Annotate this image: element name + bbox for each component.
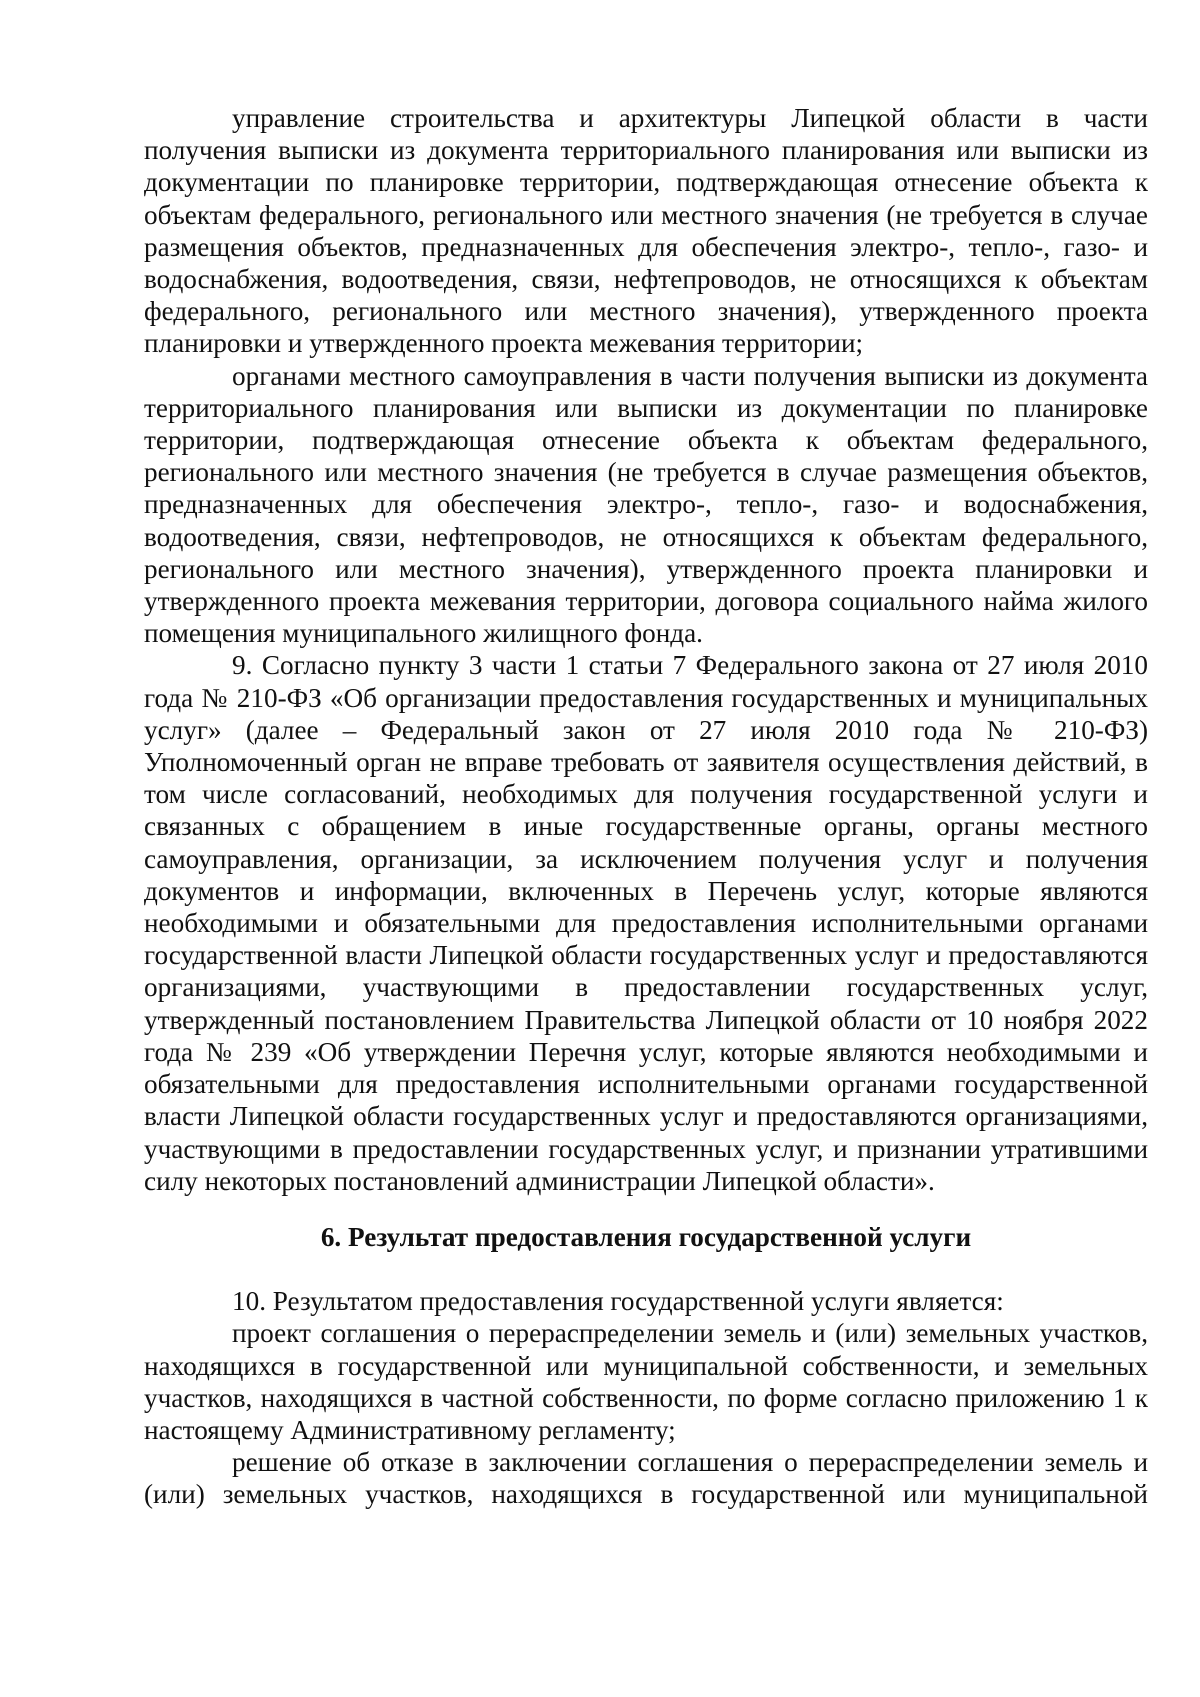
paragraph-item-9: 9. Согласно пункту 3 части 1 статьи 7 Федерального закона от 27 июля 2010 года № 210-ФЗ «Об организации предоставления государственных и муниципальных услуг» (далее – Федеральный закон от 27 июля 2010 года № 210-ФЗ) Уполномоченный орган не вправе требовать от заявителя осуществления действий, в том числе согласований, необходимых для получения государственной услуги и связанных с обращением в иные государственные органы, органы местного самоуправления, организации, за исключением получения услуг и получения документов и информации, включенных в Перечень услуг, которые являются необходимыми и обязательными для предоставления исполнительными органами государственной власти Липецкой области государственных услуг и предоставляются организациями, участвующими в предоставлении государственных услуг, утвержденный постановлением Правительства Липецкой области от 10 ноября 2022 года № 239 «Об утверждении Перечня услуг, которые являются необходимыми и обязательными для предоставления исполнительными органами государственной власти Липецкой области государственных услуг и предоставляются организациями, участвующими в предоставлении государственных услуг, и признании утратившими силу некоторых постановлений администрации Липецкой области». xyxy=(144,650,1148,1196)
paragraph-item-10: 10. Результатом предоставления государственной услуги является: xyxy=(232,1286,1004,1317)
paragraph-upravlenie-stroitelstva: управление строительства и архитектуры Липецкой области в части получения выписки из документа территориального планирования или выписки из документации по планировке территории, подтверждающая отнесение объекта к объектам федерального, регионального или местного значения (не требуется в случае размещения объектов, предназначенных для обеспечения электро-, тепло-, газо- и водоснабжения, водоотведения, связи, нефтепроводов, не относящихся к объектам федерального, регионального или местного значения), утвержденного проекта планировки и утвержденного проекта межевания территории; xyxy=(144,103,1148,359)
paragraph-reshenie-ob-otkaze: решение об отказе в заключении соглашения о перераспределении земель и (или) земельных участков, находящихся в государственной или муниципальной xyxy=(144,1447,1148,1510)
paragraph-organy-mestnogo-samoupravleniya: органами местного самоуправления в части получения выписки из документа территориального планирования или выписки из документации по планировке территории, подтверждающая отнесение объекта к объектам федерального, регионального или местного значения (не требуется в случае размещения объектов, предназначенных для обеспечения электро-, тепло-, газо- и водоснабжения, водоотведения, связи, нефтепроводов, не относящихся к объектам федерального, регионального или местного значения), утвержденного проекта планировки и утвержденного проекта межевания территории, договора социального найма жилого помещения муниципального жилищного фонда. xyxy=(144,360,1148,649)
paragraph-proekt-soglasheniya: проект соглашения о перераспределении земель и (или) земельных участков, находящихся в государственной или муниципальной собственности, и земельных участков, находящихся в частной собственности, по форме согласно приложению 1 к настоящему Административному регламенту; xyxy=(144,1318,1148,1445)
section-heading: 6. Результат предоставления государственной услуги xyxy=(320,1221,972,1252)
document-page xyxy=(144,102,1148,1511)
